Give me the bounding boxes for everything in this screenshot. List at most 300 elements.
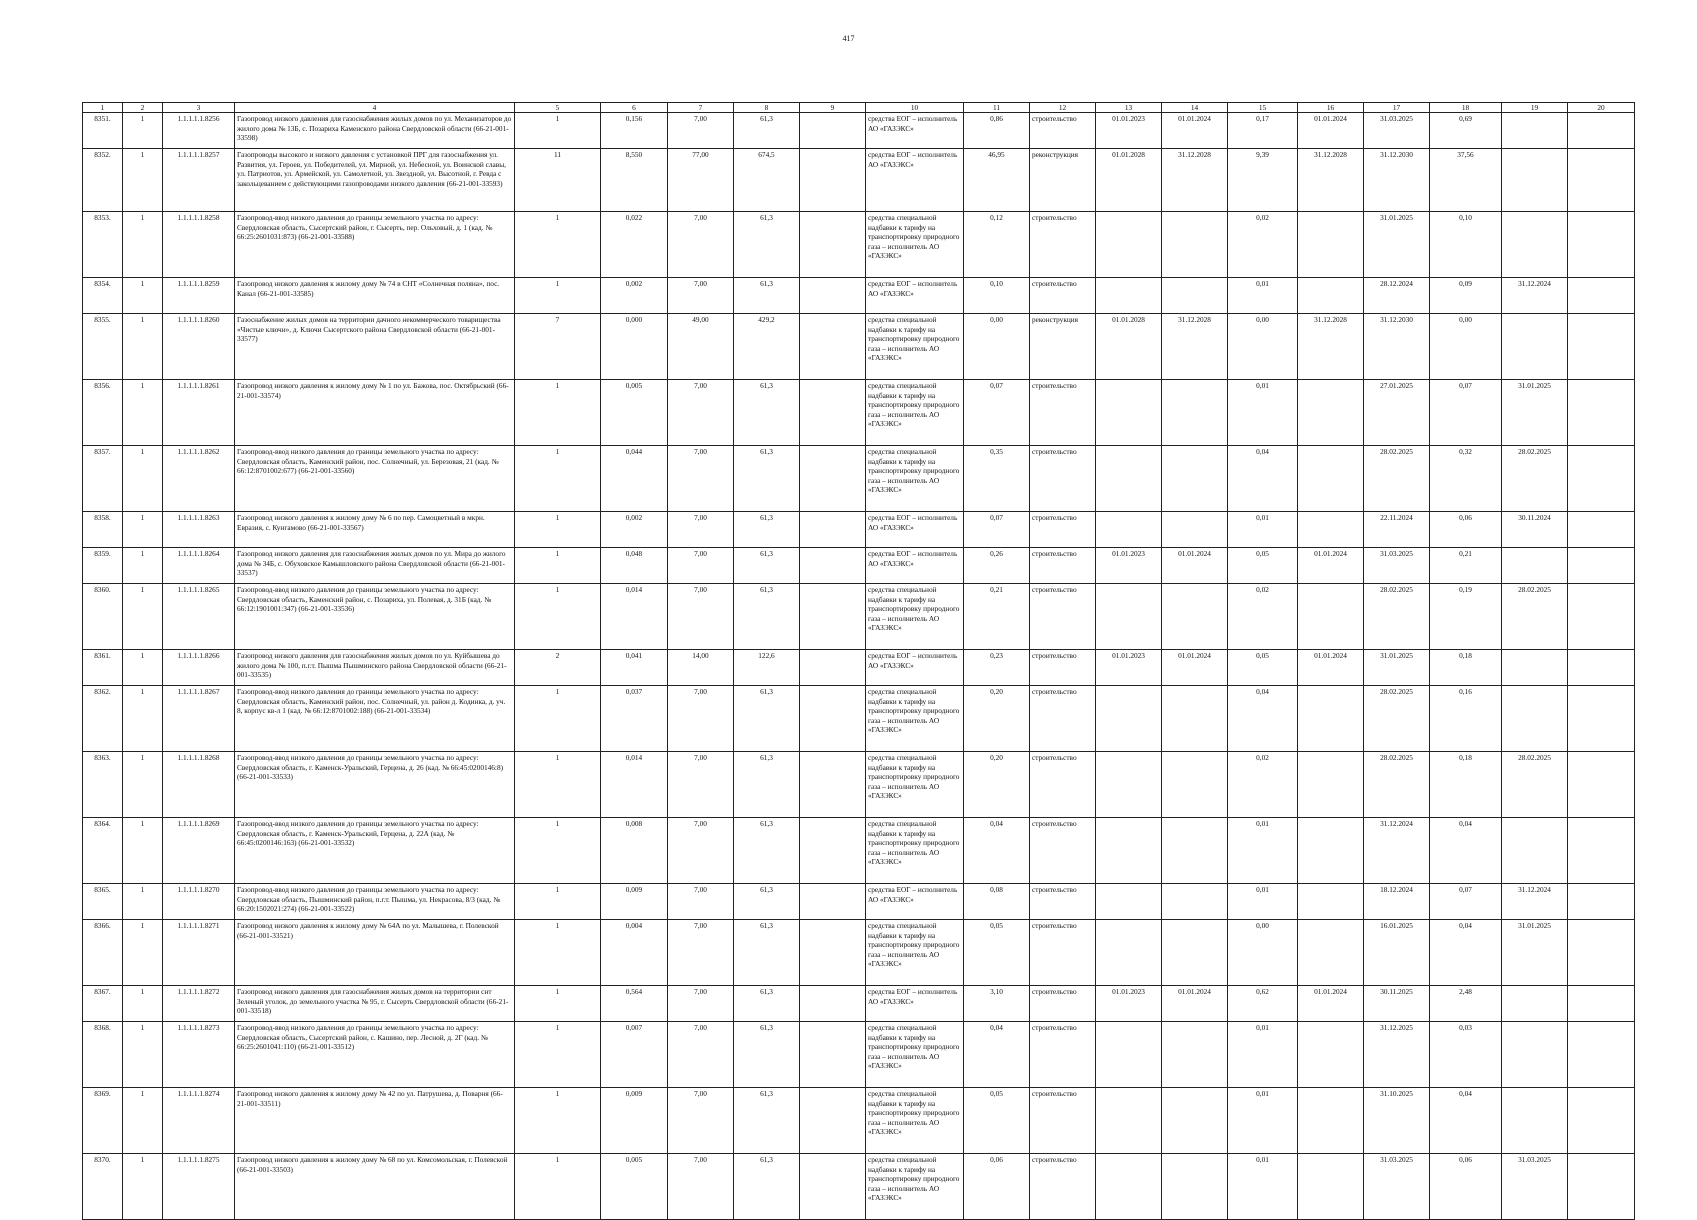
row-number: 8354. xyxy=(83,278,123,314)
completion-date: 30.11.2025 xyxy=(1364,986,1430,1022)
column-15-value: 9,39 xyxy=(1228,149,1298,212)
column-9-value xyxy=(800,752,866,818)
table-row xyxy=(83,584,1635,650)
column-7-value: 7,00 xyxy=(668,212,734,278)
column-8-value: 61,3 xyxy=(734,380,800,446)
column-2-value: 1 xyxy=(123,1022,163,1088)
project-name: Газопровод-ввод низкого давления до границы земельного участка по адресу: Свердловская область, Каменский район, пос. Солнечный, ул. Березовая, 21 (кад. № 66:12:8701002:677) (66-21-001-33560) xyxy=(235,446,515,512)
start-date xyxy=(1096,752,1162,818)
column-8-value: 674,5 xyxy=(734,149,800,212)
column-19-date xyxy=(1502,818,1568,884)
cost-value: 0,23 xyxy=(964,650,1030,686)
column-16-date xyxy=(1298,380,1364,446)
length-km: 0,000 xyxy=(601,314,668,380)
column-header-16: 16 xyxy=(1298,103,1364,113)
column-15-value: 0,01 xyxy=(1228,884,1298,920)
table-row xyxy=(83,149,1635,212)
page-number: 417 xyxy=(842,34,855,43)
length-km: 0,037 xyxy=(601,686,668,752)
column-16-date xyxy=(1298,212,1364,278)
project-name: Газопровод низкого давления для газоснабжения жилых домов по ул. Куйбышева до жилого дома № 100, п.г.т. Пышма Пышминского района Свердловской области (66-21-001-33535) xyxy=(235,650,515,686)
column-16-date xyxy=(1298,1088,1364,1154)
column-8-value: 61,3 xyxy=(734,752,800,818)
column-15-value: 0,05 xyxy=(1228,650,1298,686)
column-7-value: 7,00 xyxy=(668,1088,734,1154)
cost-value: 0,86 xyxy=(964,113,1030,149)
funding-source: средства ЕОГ – исполнитель АО «ГАЗЭКС» xyxy=(866,986,964,1022)
column-2-value: 1 xyxy=(123,314,163,380)
project-name: Газопровод низкого давления к жилому дому № 1 по ул. Бажова, пос. Октябрьский (66-21-001-33574) xyxy=(235,380,515,446)
row-number: 8351. xyxy=(83,113,123,149)
row-number: 8365. xyxy=(83,884,123,920)
table-row xyxy=(83,314,1635,380)
column-2-value: 1 xyxy=(123,584,163,650)
project-code: 1.1.1.1.1.8259 xyxy=(163,278,235,314)
funding-source: средства специальной надбавки к тарифу на транспортировку природного газа – исполнитель АО «ГАЗЭКС» xyxy=(866,920,964,986)
work-type: строительство xyxy=(1030,884,1096,920)
table-row xyxy=(83,548,1635,584)
column-8-value: 61,3 xyxy=(734,818,800,884)
column-9-value xyxy=(800,113,866,149)
row-number: 8370. xyxy=(83,1154,123,1220)
column-16-date xyxy=(1298,884,1364,920)
column-7-value: 7,00 xyxy=(668,686,734,752)
end-date xyxy=(1162,380,1228,446)
project-name: Газопровод низкого давления для газоснабжения жилых домов на территории снт Зеленый уголок, до земельного участка № 95, г. Сысерть Свердловской области (66-21-001-33518) xyxy=(235,986,515,1022)
column-9-value xyxy=(800,650,866,686)
completion-date: 31.12.2030 xyxy=(1364,149,1430,212)
column-9-value xyxy=(800,1154,866,1220)
project-name: Газопровод-ввод низкого давления до границы земельного участка по адресу: Свердловская область, г. Каменск-Уральский, Герцена, д. 26 (кад. № 66:45:0200146:8) (66-21-001-33533) xyxy=(235,752,515,818)
column-15-value: 0,01 xyxy=(1228,278,1298,314)
funding-source: средства специальной надбавки к тарифу на транспортировку природного газа – исполнитель АО «ГАЗЭКС» xyxy=(866,818,964,884)
column-5-value: 1 xyxy=(515,1022,601,1088)
completion-date: 31.03.2025 xyxy=(1364,113,1430,149)
column-9-value xyxy=(800,149,866,212)
column-8-value: 61,3 xyxy=(734,446,800,512)
project-name: Газопровод низкого давления к жилому дому № 68 по ул. Комсомольская, г. Полевской (66-21-001-33503) xyxy=(235,1154,515,1220)
project-code: 1.1.1.1.1.8275 xyxy=(163,1154,235,1220)
start-date xyxy=(1096,818,1162,884)
column-18-value: 37,56 xyxy=(1430,149,1502,212)
project-name: Газопровод низкого давления к жилому дому № 6 по пер. Самоцветный в мкрн. Евразия, с. Кунгамово (66-21-001-33567) xyxy=(235,512,515,548)
column-header-14: 14 xyxy=(1162,103,1228,113)
column-8-value: 61,3 xyxy=(734,512,800,548)
column-2-value: 1 xyxy=(123,986,163,1022)
column-9-value xyxy=(800,884,866,920)
row-number: 8355. xyxy=(83,314,123,380)
column-18-value: 0,32 xyxy=(1430,446,1502,512)
table-row xyxy=(83,1154,1635,1220)
column-15-value: 0,04 xyxy=(1228,686,1298,752)
row-number: 8369. xyxy=(83,1088,123,1154)
column-15-value: 0,02 xyxy=(1228,752,1298,818)
length-km: 0,009 xyxy=(601,1088,668,1154)
end-date xyxy=(1162,584,1228,650)
column-9-value xyxy=(800,686,866,752)
completion-date: 31.01.2025 xyxy=(1364,650,1430,686)
work-type: строительство xyxy=(1030,548,1096,584)
length-km: 8,550 xyxy=(601,149,668,212)
column-8-value: 61,3 xyxy=(734,686,800,752)
column-7-value: 7,00 xyxy=(668,920,734,986)
start-date xyxy=(1096,920,1162,986)
column-8-value: 122,6 xyxy=(734,650,800,686)
table-row xyxy=(83,278,1635,314)
cost-value: 0,08 xyxy=(964,884,1030,920)
column-2-value: 1 xyxy=(123,278,163,314)
cost-value: 0,06 xyxy=(964,1154,1030,1220)
work-type: строительство xyxy=(1030,212,1096,278)
column-16-date xyxy=(1298,1022,1364,1088)
project-code: 1.1.1.1.1.8262 xyxy=(163,446,235,512)
cost-value: 0,05 xyxy=(964,1088,1030,1154)
funding-source: средства специальной надбавки к тарифу на транспортировку природного газа – исполнитель АО «ГАЗЭКС» xyxy=(866,1088,964,1154)
column-7-value: 14,00 xyxy=(668,650,734,686)
column-5-value: 2 xyxy=(515,650,601,686)
column-20-value xyxy=(1568,818,1635,884)
project-code: 1.1.1.1.1.8272 xyxy=(163,986,235,1022)
column-20-value xyxy=(1568,380,1635,446)
project-name: Газопровод-ввод низкого давления до границы земельного участка по адресу: Свердловская область, Сысертский район, г. Сысерть, пер. Ольховый, д. 1 (кад. № 66:25:2601031:873) (66-21-001-33588) xyxy=(235,212,515,278)
column-8-value: 61,3 xyxy=(734,548,800,584)
completion-date: 18.12.2024 xyxy=(1364,884,1430,920)
column-20-value xyxy=(1568,1088,1635,1154)
column-18-value: 0,18 xyxy=(1430,650,1502,686)
row-number: 8364. xyxy=(83,818,123,884)
column-19-date: 31.01.2025 xyxy=(1502,380,1568,446)
project-name: Газопровод низкого давления к жилому дому № 64А по ул. Малышева, г. Полевской (66-21-001-33521) xyxy=(235,920,515,986)
column-19-date xyxy=(1502,548,1568,584)
column-9-value xyxy=(800,986,866,1022)
column-5-value: 1 xyxy=(515,1154,601,1220)
end-date xyxy=(1162,884,1228,920)
completion-date: 31.10.2025 xyxy=(1364,1088,1430,1154)
table-row xyxy=(83,686,1635,752)
column-9-value xyxy=(800,278,866,314)
start-date xyxy=(1096,212,1162,278)
column-5-value: 11 xyxy=(515,149,601,212)
cost-value: 0,12 xyxy=(964,212,1030,278)
column-7-value: 7,00 xyxy=(668,1022,734,1088)
end-date xyxy=(1162,818,1228,884)
project-code: 1.1.1.1.1.8270 xyxy=(163,884,235,920)
table-row xyxy=(83,1088,1635,1154)
column-15-value: 0,05 xyxy=(1228,548,1298,584)
length-km: 0,004 xyxy=(601,920,668,986)
column-16-date: 31.12.2028 xyxy=(1298,314,1364,380)
end-date: 01.01.2024 xyxy=(1162,986,1228,1022)
column-2-value: 1 xyxy=(123,149,163,212)
cost-value: 0,10 xyxy=(964,278,1030,314)
column-5-value: 1 xyxy=(515,1088,601,1154)
column-19-date xyxy=(1502,1088,1568,1154)
length-km: 0,014 xyxy=(601,752,668,818)
column-20-value xyxy=(1568,1154,1635,1220)
table-row xyxy=(83,884,1635,920)
length-km: 0,156 xyxy=(601,113,668,149)
column-2-value: 1 xyxy=(123,212,163,278)
column-15-value: 0,01 xyxy=(1228,380,1298,446)
column-5-value: 1 xyxy=(515,113,601,149)
column-2-value: 1 xyxy=(123,512,163,548)
column-9-value xyxy=(800,380,866,446)
column-7-value: 49,00 xyxy=(668,314,734,380)
cost-value: 0,07 xyxy=(964,380,1030,446)
length-km: 0,002 xyxy=(601,278,668,314)
work-type: строительство xyxy=(1030,818,1096,884)
column-19-date: 28.02.2025 xyxy=(1502,752,1568,818)
column-9-value xyxy=(800,212,866,278)
row-number: 8356. xyxy=(83,380,123,446)
funding-source: средства специальной надбавки к тарифу на транспортировку природного газа – исполнитель АО «ГАЗЭКС» xyxy=(866,314,964,380)
completion-date: 31.12.2030 xyxy=(1364,314,1430,380)
column-5-value: 1 xyxy=(515,818,601,884)
work-type: строительство xyxy=(1030,986,1096,1022)
column-20-value xyxy=(1568,1022,1635,1088)
end-date: 31.12.2028 xyxy=(1162,149,1228,212)
column-8-value: 429,2 xyxy=(734,314,800,380)
start-date xyxy=(1096,446,1162,512)
funding-source: средства специальной надбавки к тарифу на транспортировку природного газа – исполнитель АО «ГАЗЭКС» xyxy=(866,212,964,278)
end-date xyxy=(1162,1088,1228,1154)
start-date xyxy=(1096,1154,1162,1220)
funding-source: средства специальной надбавки к тарифу на транспортировку природного газа – исполнитель АО «ГАЗЭКС» xyxy=(866,380,964,446)
column-8-value: 61,3 xyxy=(734,1088,800,1154)
cost-value: 0,26 xyxy=(964,548,1030,584)
column-20-value xyxy=(1568,650,1635,686)
column-18-value: 0,07 xyxy=(1430,380,1502,446)
row-number: 8367. xyxy=(83,986,123,1022)
column-7-value: 7,00 xyxy=(668,548,734,584)
column-15-value: 0,02 xyxy=(1228,212,1298,278)
column-2-value: 1 xyxy=(123,920,163,986)
start-date: 01.01.2023 xyxy=(1096,548,1162,584)
project-name: Газопровод-ввод низкого давления до границы земельного участка по адресу: Свердловская область, г. Каменск-Уральский, Герцена, д. 22А (кад. № 66:45:0200146:163) (66-21-001-33532) xyxy=(235,818,515,884)
column-5-value: 1 xyxy=(515,212,601,278)
column-header-19: 19 xyxy=(1502,103,1568,113)
row-number: 8352. xyxy=(83,149,123,212)
length-km: 0,009 xyxy=(601,884,668,920)
work-type: строительство xyxy=(1030,686,1096,752)
project-code: 1.1.1.1.1.8257 xyxy=(163,149,235,212)
work-type: реконструкция xyxy=(1030,314,1096,380)
column-5-value: 1 xyxy=(515,884,601,920)
column-header-8: 8 xyxy=(734,103,800,113)
column-19-date: 28.02.2025 xyxy=(1502,584,1568,650)
column-20-value xyxy=(1568,113,1635,149)
project-code: 1.1.1.1.1.8263 xyxy=(163,512,235,548)
table-row xyxy=(83,818,1635,884)
column-20-value xyxy=(1568,512,1635,548)
row-number: 8362. xyxy=(83,686,123,752)
column-18-value: 0,16 xyxy=(1430,686,1502,752)
column-9-value xyxy=(800,818,866,884)
column-header-6: 6 xyxy=(601,103,668,113)
column-18-value: 0,04 xyxy=(1430,920,1502,986)
cost-value: 0,35 xyxy=(964,446,1030,512)
column-18-value: 0,07 xyxy=(1430,884,1502,920)
work-type: строительство xyxy=(1030,113,1096,149)
table-row xyxy=(83,113,1635,149)
project-name: Газопровод-ввод низкого давления до границы земельного участка по адресу: Свердловская область, Каменский район, с. Позариха, ул. Полевая, д. 31Б (кад. № 66:12:1901001:347) (66-21-001-33536) xyxy=(235,584,515,650)
column-18-value: 0,69 xyxy=(1430,113,1502,149)
column-header-4: 4 xyxy=(235,103,515,113)
column-5-value: 1 xyxy=(515,548,601,584)
start-date xyxy=(1096,512,1162,548)
project-code: 1.1.1.1.1.8261 xyxy=(163,380,235,446)
project-code: 1.1.1.1.1.8265 xyxy=(163,584,235,650)
column-header-15: 15 xyxy=(1228,103,1298,113)
column-7-value: 7,00 xyxy=(668,113,734,149)
column-16-date xyxy=(1298,920,1364,986)
column-9-value xyxy=(800,314,866,380)
funding-source: средства специальной надбавки к тарифу на транспортировку природного газа – исполнитель АО «ГАЗЭКС» xyxy=(866,584,964,650)
column-2-value: 1 xyxy=(123,1088,163,1154)
column-15-value: 0,17 xyxy=(1228,113,1298,149)
cost-value: 0,20 xyxy=(964,752,1030,818)
start-date: 01.01.2023 xyxy=(1096,113,1162,149)
table-row xyxy=(83,650,1635,686)
column-header-20: 20 xyxy=(1568,103,1635,113)
work-type: строительство xyxy=(1030,650,1096,686)
length-km: 0,002 xyxy=(601,512,668,548)
column-5-value: 1 xyxy=(515,752,601,818)
cost-value: 0,05 xyxy=(964,920,1030,986)
row-number: 8361. xyxy=(83,650,123,686)
column-7-value: 7,00 xyxy=(668,278,734,314)
column-15-value: 0,62 xyxy=(1228,986,1298,1022)
project-code: 1.1.1.1.1.8268 xyxy=(163,752,235,818)
column-15-value: 0,01 xyxy=(1228,512,1298,548)
completion-date: 27.01.2025 xyxy=(1364,380,1430,446)
end-date xyxy=(1162,920,1228,986)
column-8-value: 61,3 xyxy=(734,584,800,650)
completion-date: 31.03.2025 xyxy=(1364,1154,1430,1220)
column-header-13: 13 xyxy=(1096,103,1162,113)
funding-source: средства ЕОГ – исполнитель АО «ГАЗЭКС» xyxy=(866,884,964,920)
column-19-date: 31.03.2025 xyxy=(1502,1154,1568,1220)
work-type: строительство xyxy=(1030,1088,1096,1154)
row-number: 8357. xyxy=(83,446,123,512)
end-date xyxy=(1162,752,1228,818)
cost-value: 0,07 xyxy=(964,512,1030,548)
column-18-value: 0,21 xyxy=(1430,548,1502,584)
column-18-value: 0,18 xyxy=(1430,752,1502,818)
end-date xyxy=(1162,446,1228,512)
funding-source: средства ЕОГ – исполнитель АО «ГАЗЭКС» xyxy=(866,512,964,548)
start-date xyxy=(1096,1088,1162,1154)
completion-date: 31.12.2025 xyxy=(1364,1022,1430,1088)
completion-date: 31.01.2025 xyxy=(1364,212,1430,278)
column-header-9: 9 xyxy=(800,103,866,113)
column-7-value: 7,00 xyxy=(668,446,734,512)
column-20-value xyxy=(1568,752,1635,818)
work-type: строительство xyxy=(1030,512,1096,548)
column-7-value: 7,00 xyxy=(668,584,734,650)
column-7-value: 77,00 xyxy=(668,149,734,212)
column-18-value: 0,00 xyxy=(1430,314,1502,380)
column-2-value: 1 xyxy=(123,548,163,584)
column-8-value: 61,3 xyxy=(734,1022,800,1088)
column-8-value: 61,3 xyxy=(734,884,800,920)
column-15-value: 0,00 xyxy=(1228,920,1298,986)
project-name: Газопровод низкого давления для газоснабжения жилых домов по ул. Механизаторов до жилого дома № 13Б, с. Позариха Каменского района Свердловской области (66-21-001-33598) xyxy=(235,113,515,149)
length-km: 0,041 xyxy=(601,650,668,686)
column-8-value: 61,3 xyxy=(734,1154,800,1220)
column-20-value xyxy=(1568,686,1635,752)
column-header-17: 17 xyxy=(1364,103,1430,113)
column-5-value: 1 xyxy=(515,986,601,1022)
table-row xyxy=(83,1022,1635,1088)
column-20-value xyxy=(1568,986,1635,1022)
column-20-value xyxy=(1568,920,1635,986)
column-8-value: 61,3 xyxy=(734,113,800,149)
row-number: 8366. xyxy=(83,920,123,986)
column-18-value: 0,04 xyxy=(1430,1088,1502,1154)
column-5-value: 1 xyxy=(515,512,601,548)
column-9-value xyxy=(800,548,866,584)
length-km: 0,044 xyxy=(601,446,668,512)
work-type: строительство xyxy=(1030,380,1096,446)
funding-source: средства специальной надбавки к тарифу на транспортировку природного газа – исполнитель АО «ГАЗЭКС» xyxy=(866,1022,964,1088)
column-20-value xyxy=(1568,212,1635,278)
cost-value: 0,04 xyxy=(964,818,1030,884)
length-km: 0,014 xyxy=(601,584,668,650)
column-15-value: 0,01 xyxy=(1228,818,1298,884)
length-km: 0,022 xyxy=(601,212,668,278)
work-type: строительство xyxy=(1030,584,1096,650)
table-row xyxy=(83,512,1635,548)
column-20-value xyxy=(1568,446,1635,512)
column-19-date xyxy=(1502,986,1568,1022)
column-2-value: 1 xyxy=(123,884,163,920)
column-19-date xyxy=(1502,650,1568,686)
column-header-18: 18 xyxy=(1430,103,1502,113)
column-7-value: 7,00 xyxy=(668,986,734,1022)
row-number: 8360. xyxy=(83,584,123,650)
row-number: 8353. xyxy=(83,212,123,278)
column-20-value xyxy=(1568,149,1635,212)
column-5-value: 1 xyxy=(515,584,601,650)
project-name: Газопровод низкого давления для газоснабжения жилых домов по ул. Мира до жилого дома № 34Б, с. Обуховское Камышловского района Свердловской области (66-21-001-33537) xyxy=(235,548,515,584)
work-type: строительство xyxy=(1030,1022,1096,1088)
column-2-value: 1 xyxy=(123,113,163,149)
project-name: Газопровод низкого давления к жилому дому № 74 в СНТ «Солнечная поляна», пос. Канал (66-21-001-33585) xyxy=(235,278,515,314)
column-16-date: 01.01.2024 xyxy=(1298,650,1364,686)
project-code: 1.1.1.1.1.8256 xyxy=(163,113,235,149)
column-15-value: 0,01 xyxy=(1228,1088,1298,1154)
project-code: 1.1.1.1.1.8266 xyxy=(163,650,235,686)
column-19-date: 28.02.2025 xyxy=(1502,446,1568,512)
cost-value: 0,20 xyxy=(964,686,1030,752)
column-18-value: 0,10 xyxy=(1430,212,1502,278)
column-16-date: 31.12.2028 xyxy=(1298,149,1364,212)
column-20-value xyxy=(1568,884,1635,920)
end-date xyxy=(1162,212,1228,278)
cost-value: 0,21 xyxy=(964,584,1030,650)
project-code: 1.1.1.1.1.8269 xyxy=(163,818,235,884)
column-19-date xyxy=(1502,686,1568,752)
column-header-7: 7 xyxy=(668,103,734,113)
column-19-date xyxy=(1502,113,1568,149)
completion-date: 28.02.2025 xyxy=(1364,584,1430,650)
column-19-date: 31.12.2024 xyxy=(1502,278,1568,314)
funding-source: средства специальной надбавки к тарифу на транспортировку природного газа – исполнитель АО «ГАЗЭКС» xyxy=(866,446,964,512)
project-code: 1.1.1.1.1.8258 xyxy=(163,212,235,278)
column-2-value: 1 xyxy=(123,1154,163,1220)
length-km: 0,564 xyxy=(601,986,668,1022)
